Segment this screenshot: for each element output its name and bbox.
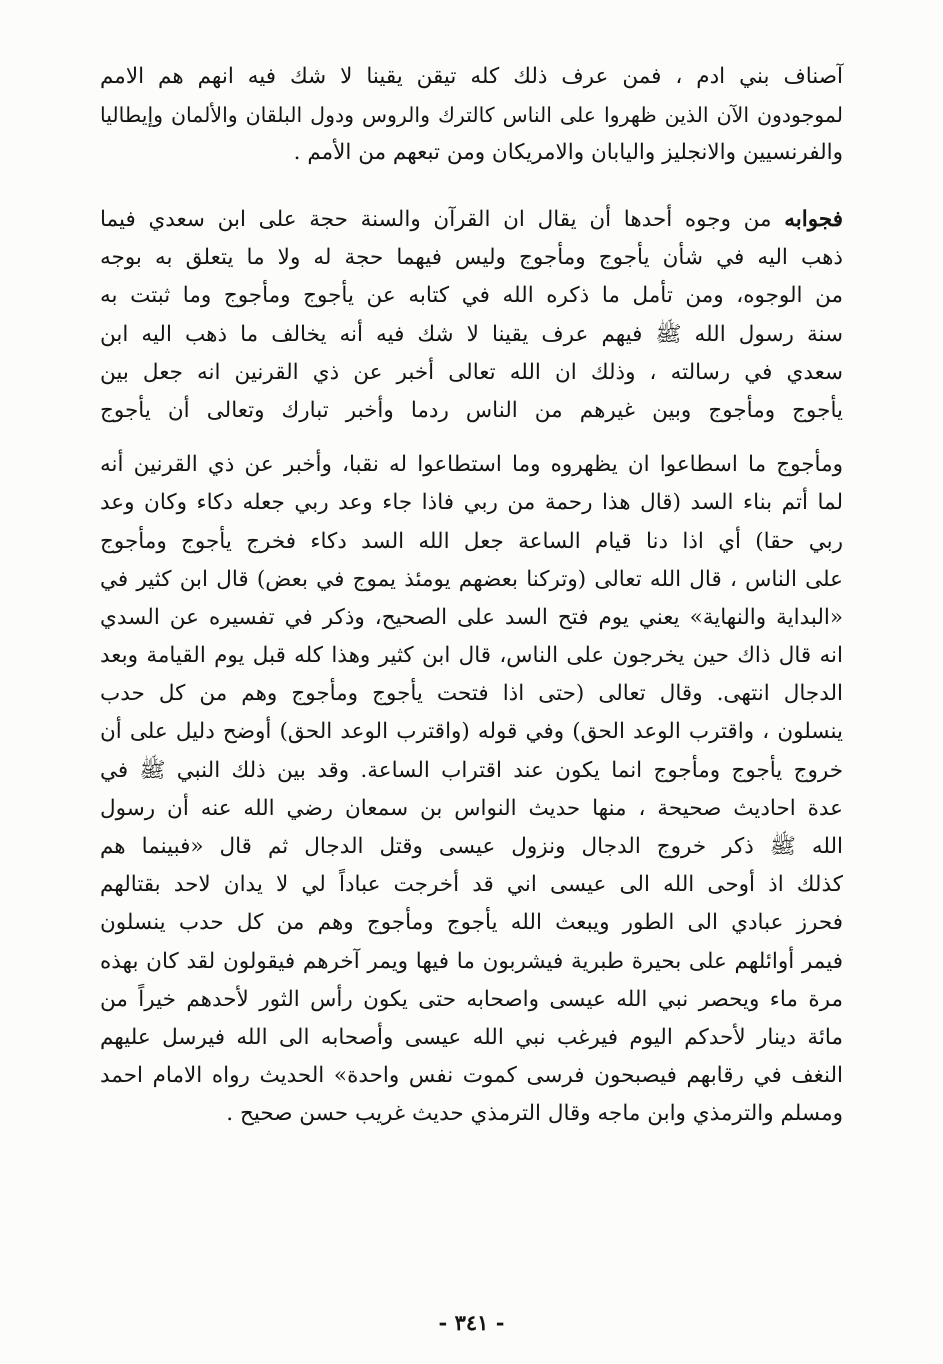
text-line: يأجوج ومأجوج وبين غيرهم من الناس ردما وأخبر تبارك وتعالى أن يأجوج — [100, 397, 843, 423]
text-line: فيمر أوائلهم على بحيرة طبرية فيشربون ما فيها ويمر آخرهم فيقولون لقد كان بهذه — [100, 948, 843, 974]
text-line: «البداية والنهاية» يعني يوم فتح السد على الصحيح، وذكر في تفسيره عن السدي — [100, 604, 843, 630]
text-line: سنة رسول الله ﷺ فيهم عرف يقينا لا شك فيه أنه يخالف ما ذهب اليه ابن — [100, 321, 843, 347]
text-line: عدة احاديث صحيحة ، منها حديث النواس بن سمعان رضي الله عنه أن رسول — [100, 795, 843, 821]
text-line: لموجودون الآن الذين ظهروا على الناس كالترك والروس ودول البلقان والألمان وإيطاليا — [100, 103, 843, 128]
text-line: ربي حقا) أي اذا دنا قيام الساعة جعل الله السد دكاء فخرج يأجوج ومأجوج — [100, 528, 843, 554]
text-line: من الوجوه، ومن تأمل ما ذكره الله في كتابه عن يأجوج ومأجوج وما ثبتت به — [100, 283, 843, 309]
text-line: خروج يأجوج ومأجوج انما يكون عند اقتراب الساعة. وقد بين ذلك النبي ﷺ في — [100, 757, 843, 783]
text-line: ينسلون ، واقترب الوعد الحق) وفي قوله (واقترب الوعد الحق) أوضح دليل على أن — [100, 719, 843, 745]
text-line: الدجال انتهى. وقال تعالى (حتى اذا فتحت يأجوج ومأجوج وهم من كل حدب — [100, 681, 843, 707]
text-line: مرة ماء ويحصر نبي الله عيسى واصحابه حتى يكون رأس الثور لأحدهم خيراً من — [100, 986, 843, 1012]
text-line: لما أتم بناء السد (قال هذا رحمة من ربي فاذا جاء وعد ربي جعله دكاء وكان وعد — [100, 490, 843, 516]
text-line: سعدي في رسالته ، وذلك ان الله تعالى أخبر عن ذي القرنين انه جعل بين — [100, 359, 843, 385]
text-line: مائة دينار لأحدكم اليوم فيرغب نبي الله عيسى وأصحابه الى الله فيرسل عليهم — [100, 1024, 843, 1050]
answer-lead-word: فجوابه — [784, 207, 843, 232]
text-line: ذهب اليه في شأن يأجوج ومأجوج وليس فيهما حجة له ولا ما يتعلق به بوجه — [100, 245, 843, 271]
text-line: آصناف بني ادم ، فمن عرف ذلك كله تيقن يقينا لا شك فيه انهم هم الامم — [100, 64, 843, 89]
page-number: - ٣٤١ - — [438, 1310, 505, 1335]
text-line: كذلك اذ أوحى الله الى عيسى اني قد أخرجت عباداً لي لا يدان لاحد بقتالهم — [100, 872, 843, 898]
paragraph-2 — [100, 201, 843, 1134]
first-line-rest: من وجوه أحدها أن يقال ان القرآن والسنة حجة على ابن سعدي فيما — [100, 207, 772, 232]
text-line: انه قال ذاك حين يخرجون على الناس، قال ابن كثير وهذا كله قبل يوم القيامة وبعد — [100, 643, 843, 669]
text-line: ومأجوج ما اسطاعوا ان يظهروه وما استطاعوا له نقبا، وأخبر عن ذي القرنين أنه — [100, 452, 843, 478]
text-line: النغف في رقابهم فيصبحون فرسى كموت نفس واحدة» الحديث رواه الامام احمد — [100, 1063, 844, 1089]
text-line: الله ﷺ ذكر خروج الدجال ونزول عيسى وقتل الدجال ثم قال «فبينما هم — [100, 834, 843, 859]
text-line: ومسلم والترمذي وابن ماجه وقال الترمذي حديث غريب حسن صحيح . — [226, 1101, 843, 1127]
paragraph-1 — [100, 58, 843, 173]
text-line — [100, 201, 843, 239]
text-line: على الناس ، قال الله تعالى (وتركنا بعضهم يومئذ يموج في بعض) قال ابن كثير في — [100, 566, 843, 592]
text-line: فحرز عبادي الى الطور ويبعث الله يأجوج ومأجوج وهم من كل حدب ينسلون — [100, 910, 843, 936]
text-line: والفرنسيين والانجليز واليابان والامريكان ومن تبعهم من الأمم . — [293, 140, 843, 166]
